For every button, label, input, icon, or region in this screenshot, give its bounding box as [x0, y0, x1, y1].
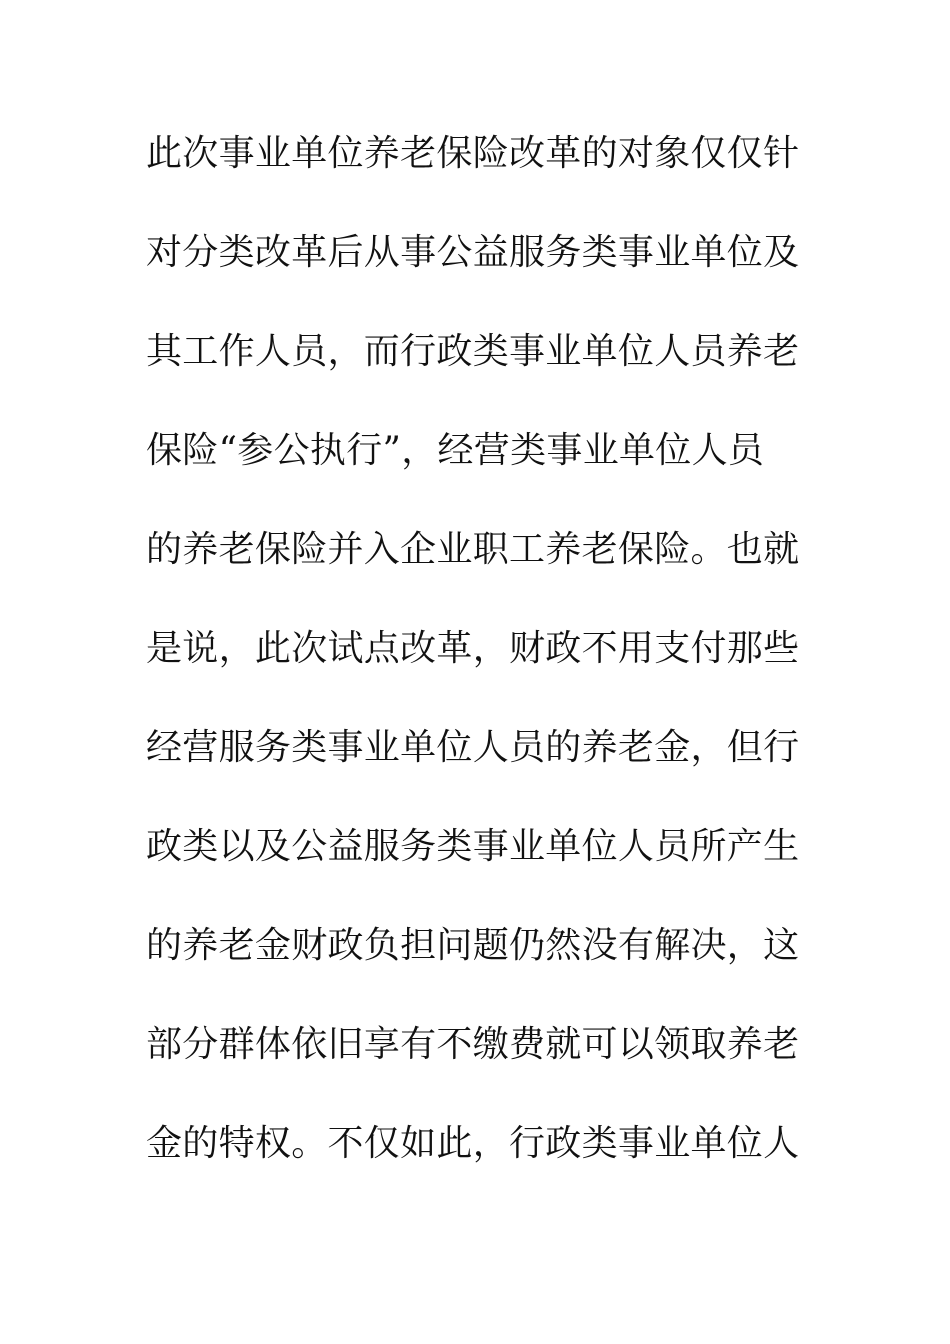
text-line-4: 保险“参公执行”，经营类事业单位人员 — [146, 430, 765, 471]
text-line-9: 的养老金财政负担问题仍然没有解决，这 — [146, 925, 800, 966]
text-line-5: 的养老保险并入企业职工养老保险。也就 — [146, 529, 800, 570]
text-line-10: 部分群体依旧享有不缴费就可以领取养老 — [146, 1024, 800, 1065]
text-line-7: 经营服务类事业单位人员的养老金，但行 — [146, 727, 800, 768]
text-line-3: 其工作人员，而行政类事业单位人员养老 — [146, 331, 800, 372]
text-line-11: 金的特权。不仅如此，行政类事业单位人 — [146, 1123, 800, 1164]
text-line-8: 政类以及公益服务类事业单位人员所产生 — [146, 826, 800, 867]
text-line-1: 此次事业单位养老保险改革的对象仅仅针 — [146, 133, 800, 174]
text-line-6: 是说，此次试点改革，财政不用支付那些 — [146, 628, 800, 669]
body-text — [146, 122, 816, 1211]
text-line-2: 对分类改革后从事公益服务类事业单位及 — [146, 232, 800, 273]
